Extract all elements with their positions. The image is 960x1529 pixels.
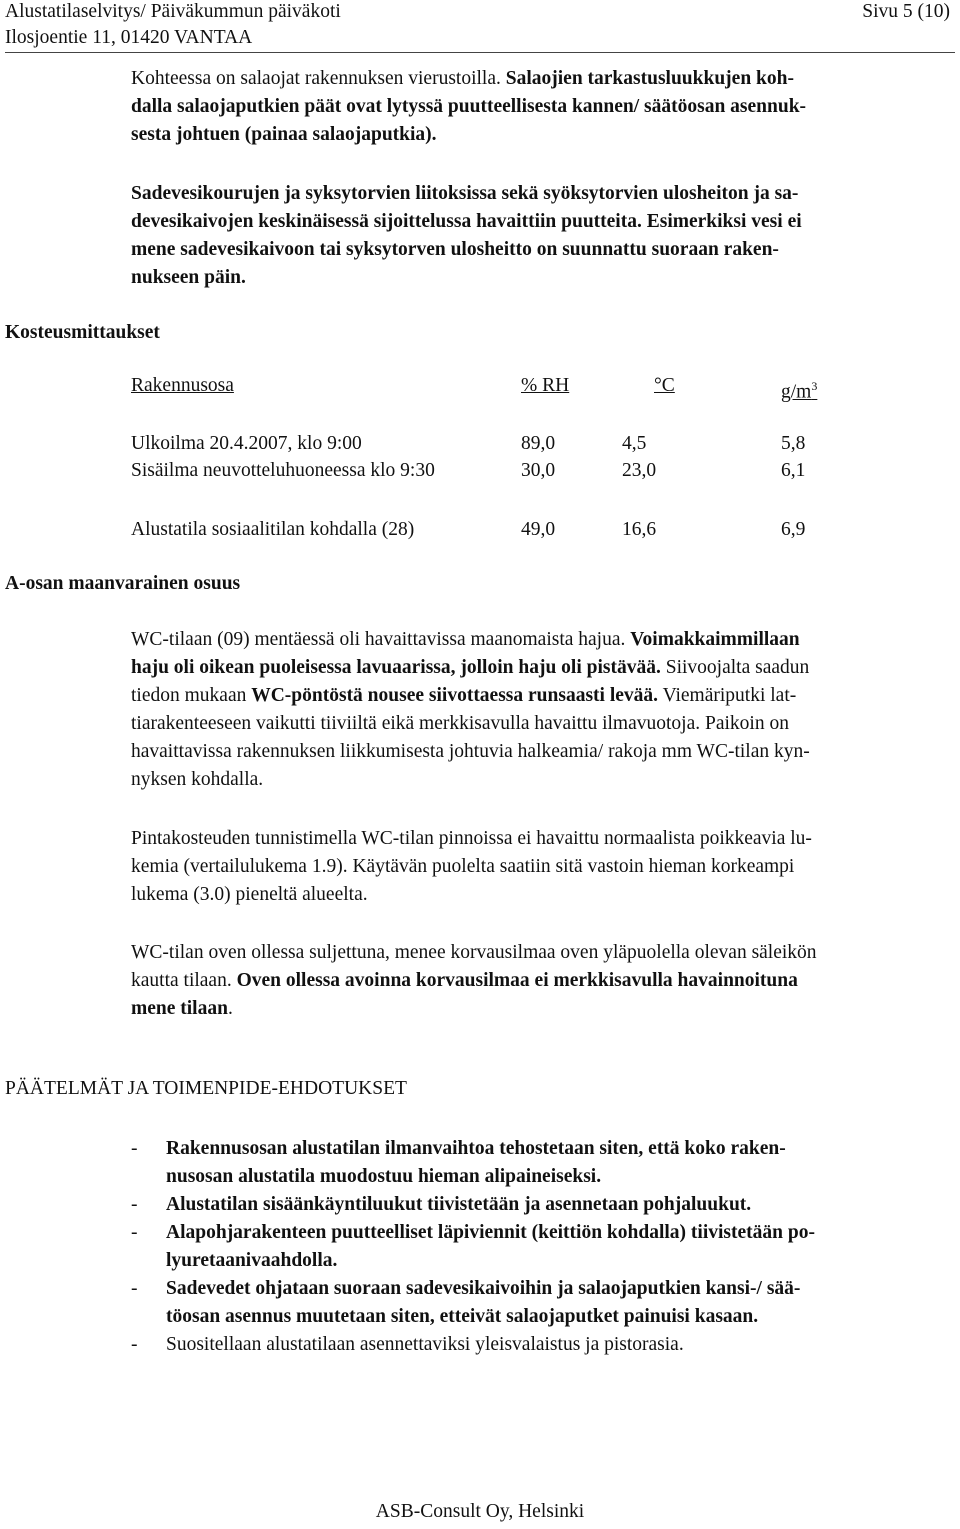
paragraph-wc-haju: WC-tilaan (09) mentäessä oli havaittavissa maanomaista hajua. Voimakkaimmillaan haju oli oikean puoleisessa lavuaarissa, jolloin haju oli pistävää. Siivoojalta saadun tiedon mukaan WC-pöntöstä nousee siivottaessa runsaasti levää. Viemäriputki lat- tiarakenteeseen vaikutti tiiviiltä eikä merkkisavulla havaittu ilmavuotoja. Paikoin on havaittavissa rakennuksen liikkumisesta johtuvia halkeamia/ rakoja mm WC-tilan kyn- nyksen kohdalla.: [131, 629, 810, 790]
page-number: Sivu 5 (10): [862, 1, 950, 22]
col-header-celsius: °C: [654, 375, 675, 396]
side-heading-a-osa: A-osan maanvarainen osuus: [5, 573, 241, 594]
paragraph-sadevesi: Sadevesikourujen ja syksytorvien liitoksissa sekä syöksytorvien ulosheiton ja sa- devesikaivojen keskinäisessä sijoittelussa havaittiin puutteita. Esimerkiksi vesi ei mene sadevesikaivoon tai syksytorven ulosheitto on suunnattu suoraan raken- nukseen päin.: [131, 183, 802, 288]
table-row-3-gm3: 6,9: [781, 519, 806, 540]
list-item: - Sadevedet ohjataan suoraan sadevesikaivoihin ja salaojaputkien kansi-/ sää- töosan asennus muutetaan siten, etteivät salaojaputket painuisi kasaan.: [131, 1278, 801, 1327]
list-item: - Suositellaan alustatilaan asennettaviksi yleisvalaistus ja pistorasia.: [131, 1334, 684, 1355]
table-row-1-gm3: 5,8: [781, 433, 806, 454]
header-address: Ilosjoentie 11, 01420 VANTAA: [5, 27, 253, 48]
col-header-rh: % RH: [521, 375, 570, 396]
paragraph-korvausilma: WC-tilan oven ollessa suljettuna, menee korvausilmaa oven yläpuolella olevan säleikön kautta tilaan. Oven ollessa avoinna korvausilmaa ei merkkisavulla havainnoituna mene tilaan.: [131, 942, 817, 1019]
side-heading-kosteusmittaukset: Kosteusmittaukset: [5, 322, 160, 343]
table-row-3-temp: 16,6: [622, 519, 657, 540]
table-row-1-rh: 89,0: [521, 433, 556, 454]
list-item: - Rakennusosan alustatilan ilmanvaihtoa tehostetaan siten, että koko raken- nusosan alustatila muodostuu hieman alipaineiseksi.: [131, 1138, 786, 1187]
table-row-2-label: Sisäilma neuvotteluhuoneessa klo 9:30: [131, 460, 435, 481]
col-header-gm3: $g/m^3$: [781, 379, 818, 403]
col-header-rakennusosa: Rakennusosa: [131, 375, 234, 396]
header-divider: [5, 52, 955, 53]
paragraph-pintakosteus: Pintakosteuden tunnistimella WC-tilan pinnoissa ei havaittu normaalista poikkeavia lu- kemia (vertailulukema 1.9). Käytävän puolelta saatiin sitä vastoin hieman korkeampi lukema (3.0) pieneltä alueelta.: [131, 828, 812, 905]
section-title: PÄÄTELMÄT JA TOIMENPIDE-EHDOTUKSET: [5, 1078, 407, 1099]
recommendations-list: [131, 1135, 931, 1359]
table-row-3-label: Alustatila sosiaalitilan kohdalla (28): [131, 519, 415, 540]
table-row-2-rh: 30,0: [521, 460, 556, 481]
footer-company: ASB-Consult Oy, Helsinki: [375, 1501, 585, 1522]
paragraph-salaojat: Kohteessa on salaojat rakennuksen vierustoilla. Salaojien tarkastusluukkujen koh- dalla salaojaputkien päät ovat lytyssä puutteellisesta kannen/ säätöosan asennuk- sesta johtuen (painaa salaojaputkia).: [131, 68, 807, 145]
table-row-2-gm3: 6,1: [781, 460, 806, 481]
list-item: - Alapohjarakenteen puutteelliset läpiviennit (keittiön kohdalla) tiivistetään po- lyuretaanivaahdolla.: [131, 1222, 815, 1271]
list-item: - Alustatilan sisäänkäyntiluukut tiivistetään ja asennetaan pohjaluukut.: [131, 1194, 752, 1215]
table-row-1-label: Ulkoilma 20.4.2007, klo 9:00: [131, 433, 362, 454]
table-row-1-temp: 4,5: [622, 433, 647, 454]
header-title: Alustatilaselvitys/ Päiväkummun päiväkoti: [5, 1, 341, 22]
table-row-2-temp: 23,0: [622, 460, 657, 481]
table-row-3-rh: 49,0: [521, 519, 556, 540]
